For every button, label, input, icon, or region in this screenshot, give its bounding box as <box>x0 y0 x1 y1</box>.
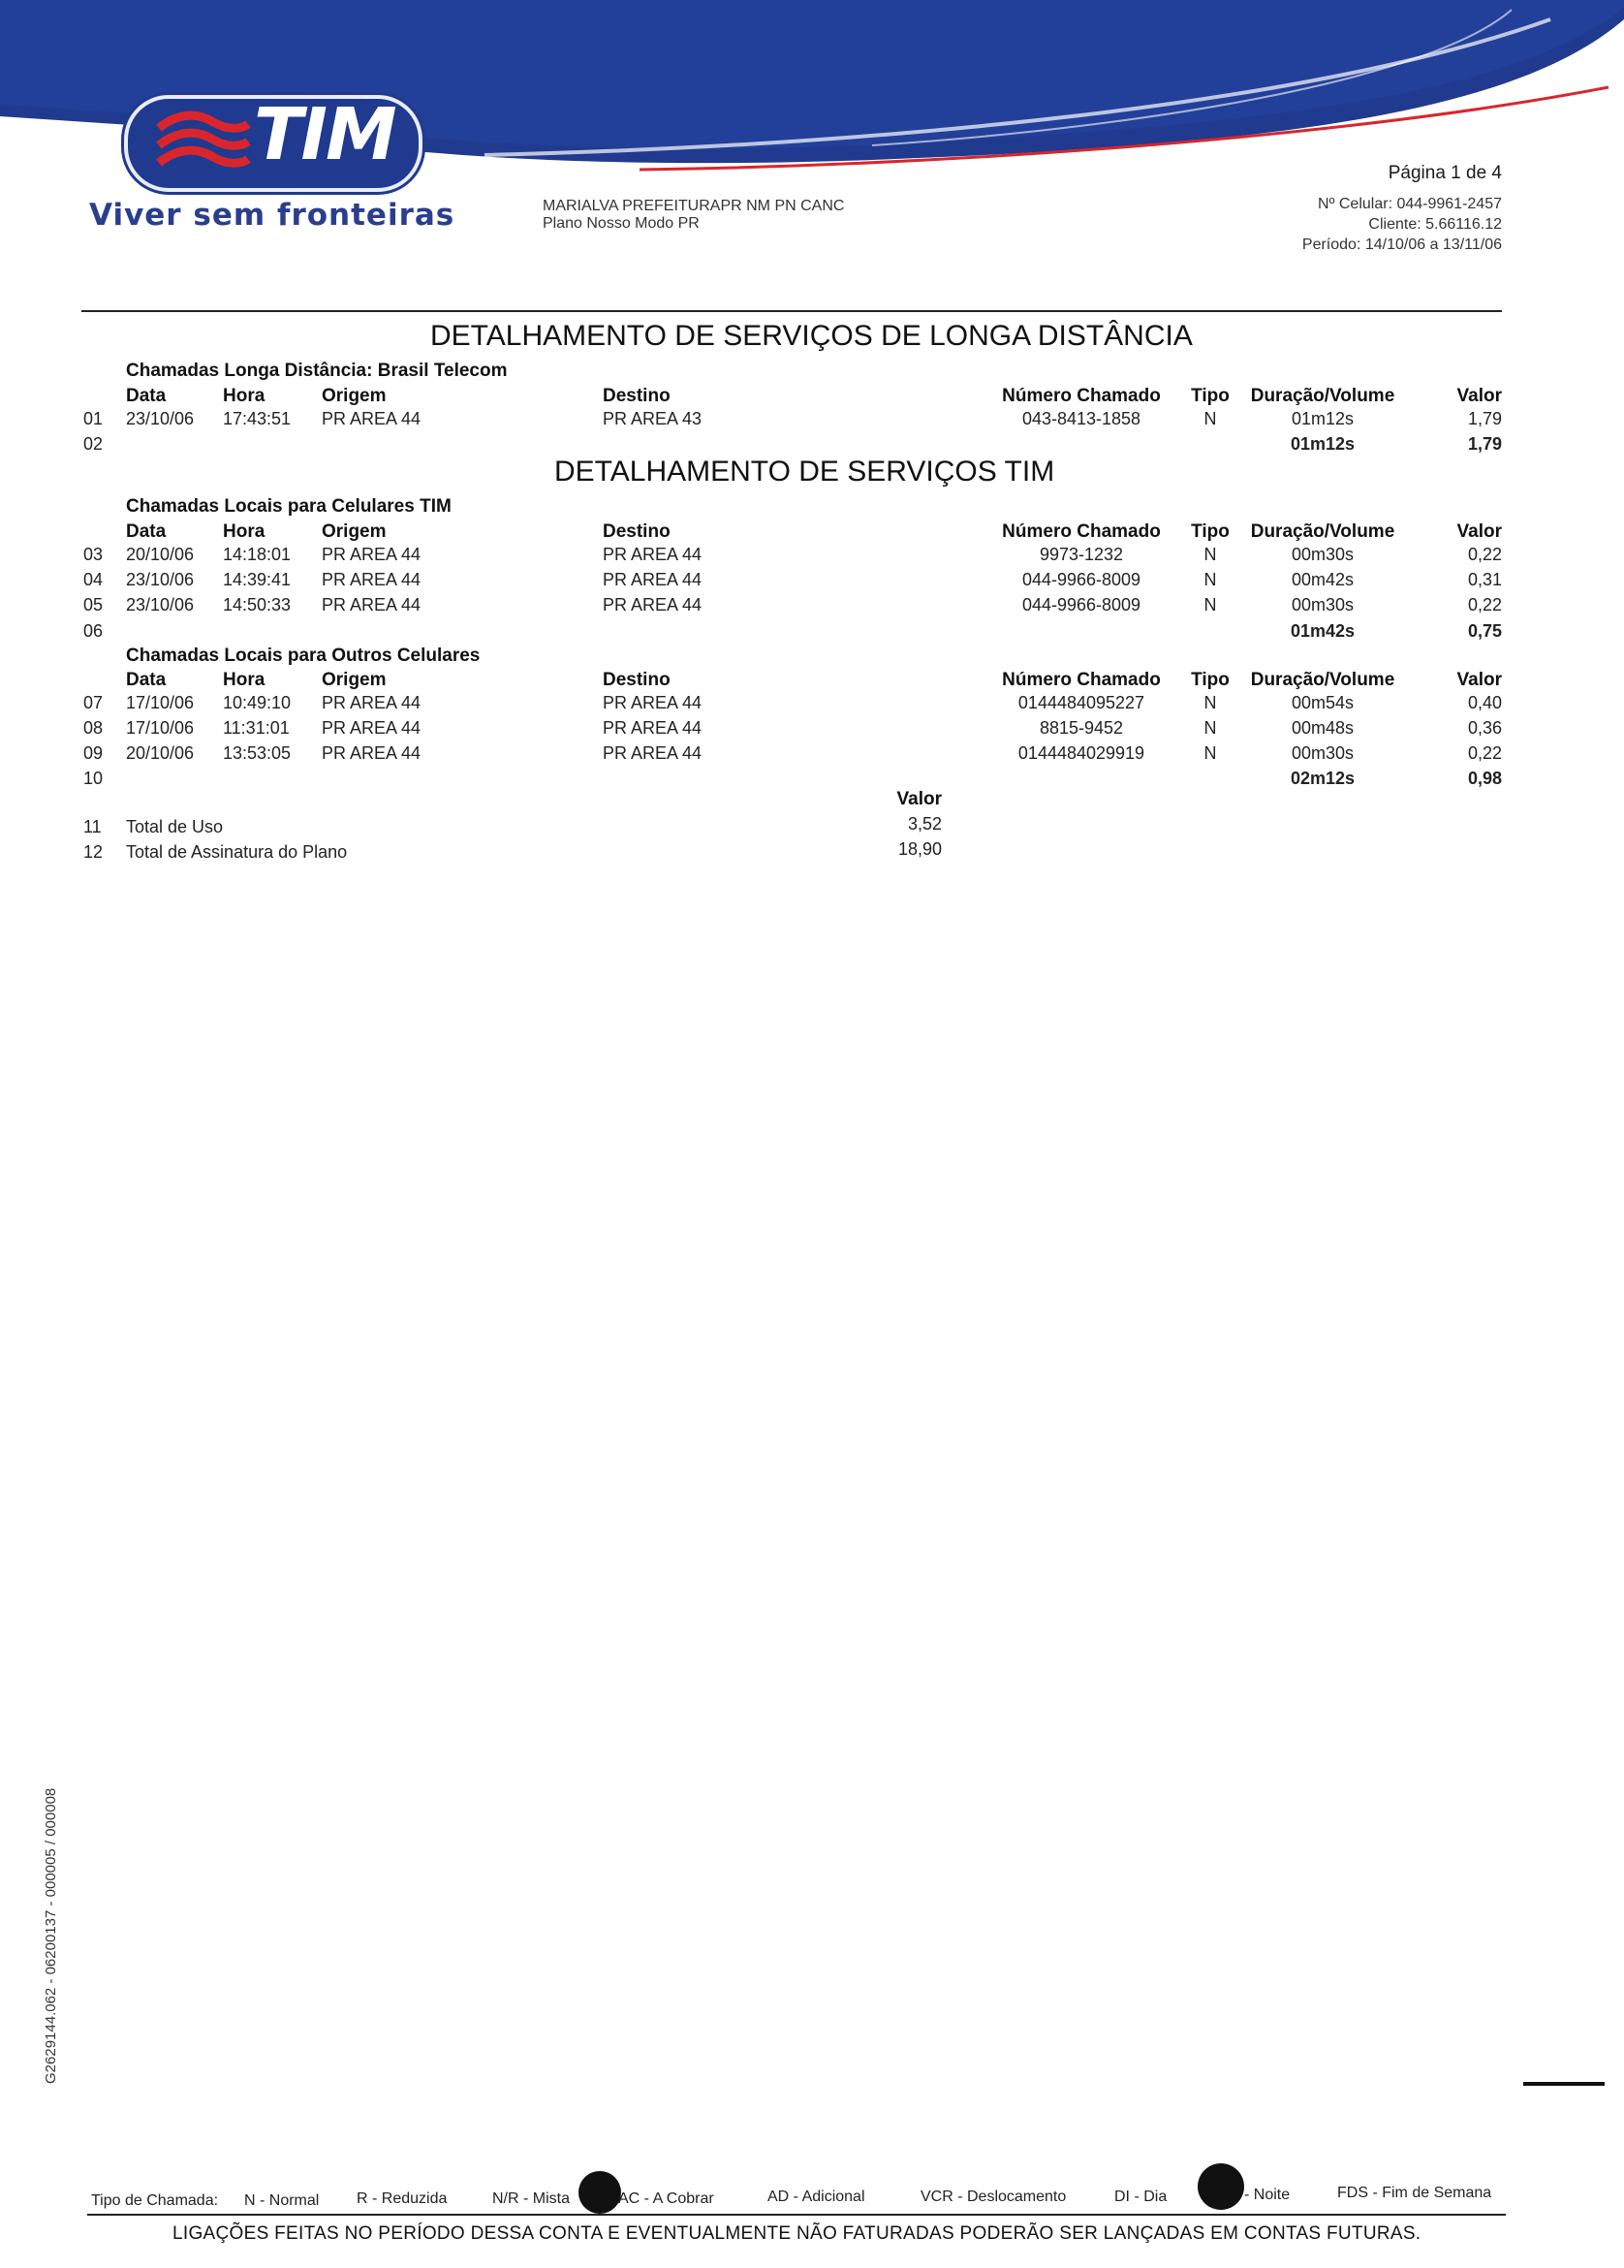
called-number: 043-8413-1858 <box>1021 409 1141 428</box>
col-header-destino: Destino <box>603 521 671 542</box>
col-header-destino: Destino <box>603 386 671 406</box>
col-header-tipo: Tipo <box>1191 521 1230 542</box>
call-duration: 00m30s <box>1291 743 1355 763</box>
col-header-numero: Número Chamado <box>1002 670 1161 690</box>
call-time: 13:53:05 <box>223 743 292 763</box>
call-time: 14:39:41 <box>223 570 292 589</box>
col-header-duracao: Duração/Volume <box>1250 521 1395 542</box>
col-header-data: Data <box>126 670 167 690</box>
called-number: 0144484095227 <box>1017 693 1145 712</box>
call-duration: 00m48s <box>1291 718 1355 738</box>
group-total-duration: 01m42s <box>1290 621 1356 641</box>
margin-mark <box>1523 2082 1605 2086</box>
call-type: N <box>1203 409 1217 428</box>
call-date: 20/10/06 <box>126 743 195 763</box>
call-value: 0,31 <box>1467 570 1502 589</box>
legend-reduzida: R - Reduzida <box>357 2190 448 2207</box>
col-header-origem: Origem <box>322 670 387 690</box>
col-header-numero: Número Chamado <box>1002 386 1161 406</box>
call-destination: PR AREA 44 <box>603 743 703 763</box>
call-value: 0,22 <box>1467 743 1502 763</box>
call-time: 14:18:01 <box>223 545 292 564</box>
call-duration: 01m12s <box>1291 409 1355 428</box>
col-header-valor: Valor <box>1456 386 1502 406</box>
call-origin: PR AREA 44 <box>322 718 422 738</box>
summary-valor-header: Valor <box>896 789 942 809</box>
call-duration: 00m54s <box>1291 693 1355 712</box>
col-header-valor: Valor <box>1456 670 1502 690</box>
group-total-duration: 01m12s <box>1290 434 1356 454</box>
call-value: 0,40 <box>1467 693 1502 712</box>
group-title: Chamadas Longa Distância: Brasil Telecom <box>126 361 508 381</box>
line-number: 09 <box>83 743 104 763</box>
called-number: 8815-9452 <box>1039 718 1124 738</box>
group-title: Chamadas Locais para Celulares TIM <box>126 496 452 517</box>
call-duration: 00m30s <box>1291 545 1355 564</box>
call-time: 11:31:01 <box>223 718 290 738</box>
call-value: 0,22 <box>1467 595 1502 614</box>
customer-name: MARIALVA PREFEITURAPR NM PN CANC <box>543 198 845 214</box>
call-duration: 00m42s <box>1291 570 1355 589</box>
call-duration: 00m30s <box>1291 595 1355 614</box>
col-header-tipo: Tipo <box>1191 386 1230 406</box>
footer-divider <box>87 2214 1506 2216</box>
call-destination: PR AREA 44 <box>603 693 703 712</box>
line-number: 07 <box>83 693 104 712</box>
line-number: 08 <box>83 718 104 738</box>
call-destination: PR AREA 44 <box>603 718 703 738</box>
header-divider <box>81 310 1502 312</box>
call-destination: PR AREA 44 <box>603 570 703 589</box>
call-type: N <box>1203 743 1217 763</box>
call-origin: PR AREA 44 <box>322 743 422 763</box>
col-header-data: Data <box>126 386 167 406</box>
called-number: 9973-1232 <box>1039 545 1124 564</box>
legend-adicional: AD - Adicional <box>767 2189 865 2205</box>
call-date: 20/10/06 <box>126 545 195 564</box>
legend-normal: N - Normal <box>244 2192 320 2209</box>
call-destination: PR AREA 44 <box>603 595 703 614</box>
legend-mista: N/R - Mista <box>492 2190 570 2207</box>
call-origin: PR AREA 44 <box>322 409 422 428</box>
logo-text: TIM <box>254 93 395 176</box>
page-number: Página 1 de 4 <box>1388 163 1502 183</box>
call-value: 0,36 <box>1467 718 1502 738</box>
plan-name: Plano Nosso Modo PR <box>543 215 700 232</box>
disclaimer: LIGAÇÕES FEITAS NO PERÍODO DESSA CONTA E EVENTUALMENTE NÃO FATURADAS PODERÃO SER LANÇADAS EM CONTAS FUTURAS. <box>172 2223 1421 2244</box>
client-code: Cliente: 5.66116.12 <box>1368 216 1502 233</box>
group-total-value: 1,79 <box>1467 434 1502 454</box>
col-header-tipo: Tipo <box>1191 670 1230 690</box>
call-date: 17/10/06 <box>126 718 195 738</box>
call-value: 1,79 <box>1467 409 1502 428</box>
legend-dia: DI - Dia <box>1114 2189 1168 2205</box>
document-control-code: G2629144.062 - 06200137 - 000005 / 000008 <box>43 1787 59 2084</box>
summary-label: Total de Assinatura do Plano <box>126 842 348 862</box>
line-number: 01 <box>83 409 104 428</box>
col-header-valor: Valor <box>1456 521 1502 542</box>
call-time: 10:49:10 <box>223 693 292 712</box>
call-value: 0,22 <box>1467 545 1502 564</box>
called-number: 0144484029919 <box>1017 743 1145 763</box>
summary-label: Total de Uso <box>126 817 224 836</box>
call-time: 17:43:51 <box>223 409 292 428</box>
section-title-tim: DETALHAMENTO DE SERVIÇOS TIM <box>554 456 1055 488</box>
tim-wave-icon <box>155 109 252 171</box>
billing-period: Período: 14/10/06 a 13/11/06 <box>1301 236 1502 253</box>
slogan: Viver sem fronteiras <box>89 198 455 233</box>
legend-deslocamento: VCR - Deslocamento <box>921 2189 1067 2205</box>
line-number: 10 <box>83 769 104 788</box>
summary-value: 18,90 <box>897 839 942 859</box>
call-type: N <box>1203 570 1217 589</box>
called-number: 044-9966-8009 <box>1021 570 1141 589</box>
legend-a-cobrar: AC - A Cobrar <box>618 2190 714 2207</box>
col-header-numero: Número Chamado <box>1002 521 1161 542</box>
punch-hole <box>578 2171 621 2214</box>
line-number: 03 <box>83 545 104 564</box>
call-destination: PR AREA 43 <box>603 409 703 428</box>
col-header-origem: Origem <box>322 386 387 406</box>
call-type: N <box>1203 595 1217 614</box>
call-origin: PR AREA 44 <box>322 570 422 589</box>
punch-hole <box>1198 2163 1244 2210</box>
call-date: 23/10/06 <box>126 570 195 589</box>
col-header-hora: Hora <box>223 521 265 542</box>
group-total-duration: 02m12s <box>1290 769 1356 788</box>
legend-fim-de-semana: FDS - Fim de Semana <box>1337 2185 1492 2201</box>
call-origin: PR AREA 44 <box>322 545 422 564</box>
call-type: N <box>1203 693 1217 712</box>
col-header-data: Data <box>126 521 167 542</box>
summary-value: 3,52 <box>907 814 942 834</box>
group-total-value: 0,75 <box>1467 621 1502 641</box>
line-number: 12 <box>83 842 104 862</box>
line-number: 02 <box>83 434 104 454</box>
legend-noite: - Noite <box>1244 2187 1291 2203</box>
legend-title: Tipo de Chamada: <box>91 2192 219 2209</box>
line-number: 06 <box>83 621 104 641</box>
cellphone-number: Nº Celular: 044-9961-2457 <box>1318 196 1502 212</box>
call-date: 23/10/06 <box>126 595 195 614</box>
call-date: 23/10/06 <box>126 409 195 428</box>
section-title-long-distance: DETALHAMENTO DE SERVIÇOS DE LONGA DISTÂNCIA <box>430 320 1193 352</box>
line-number: 11 <box>83 817 102 836</box>
col-header-duracao: Duração/Volume <box>1250 386 1395 406</box>
col-header-destino: Destino <box>603 670 671 690</box>
col-header-hora: Hora <box>223 386 265 406</box>
called-number: 044-9966-8009 <box>1021 595 1141 614</box>
call-date: 17/10/06 <box>126 693 195 712</box>
call-origin: PR AREA 44 <box>322 595 422 614</box>
group-title: Chamadas Locais para Outros Celulares <box>126 646 481 666</box>
call-type: N <box>1203 718 1217 738</box>
group-total-value: 0,98 <box>1467 769 1502 788</box>
line-number: 05 <box>83 595 104 614</box>
call-origin: PR AREA 44 <box>322 693 422 712</box>
call-time: 14:50:33 <box>223 595 292 614</box>
col-header-duracao: Duração/Volume <box>1250 670 1395 690</box>
col-header-origem: Origem <box>322 521 387 542</box>
call-type: N <box>1203 545 1217 564</box>
line-number: 04 <box>83 570 104 589</box>
col-header-hora: Hora <box>223 670 265 690</box>
call-destination: PR AREA 44 <box>603 545 703 564</box>
